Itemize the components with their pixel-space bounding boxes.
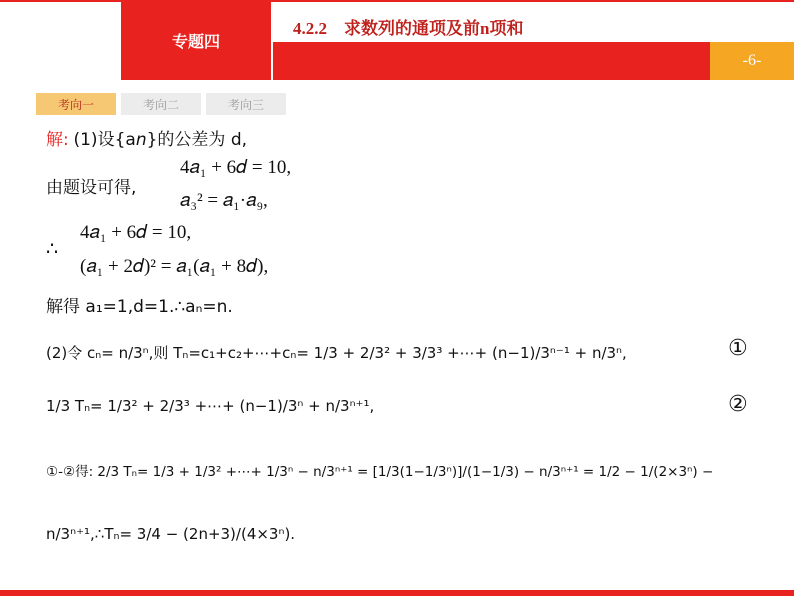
solution-label: 解: xyxy=(46,130,69,150)
marker-2: ② xyxy=(728,392,748,417)
part2-line: (2)令 cₙ= n/3ⁿ,则 Tₙ=c₁+c₂+⋯+cₙ= 1/3 + 2/3² + 3/3³ +⋯+ (n−1)/3ⁿ⁻¹ + n/3ⁿ, xyxy=(46,344,627,362)
tab-direction-1[interactable]: 考向一 xyxy=(36,93,116,115)
tab-direction-2[interactable]: 考向二 xyxy=(121,93,201,115)
section-title: 4.2.2 求数列的通项及前n项和 xyxy=(293,19,524,38)
equation-3: 4𝑎₁ + 6𝑑 = 10, xyxy=(80,222,192,243)
final-result: n/3ⁿ⁺¹,∴Tₙ= 3/4 − (2n+3)/(4×3ⁿ). xyxy=(46,525,296,543)
tab-direction-3[interactable]: 考向三 xyxy=(206,93,286,115)
given-intro: 由题设可得, xyxy=(46,178,137,198)
footer-line xyxy=(0,590,794,596)
therefore-symbol: ∴ xyxy=(46,239,59,260)
solved-result: 解得 a₁=1,d=1.∴aₙ=n. xyxy=(46,297,233,317)
equation-4: (𝑎₁ + 2𝑑)² = 𝑎₁(𝑎₁ + 8𝑑), xyxy=(80,256,269,277)
equation-1: 4𝑎₁ + 6𝑑 = 10, xyxy=(180,157,292,178)
solution-part1-line xyxy=(46,125,247,151)
part2-equation-2: 1/3 Tₙ= 1/3² + 2/3³ +⋯+ (n−1)/3ⁿ + n/3ⁿ⁺¹, xyxy=(46,397,375,415)
header-top-line xyxy=(0,0,794,2)
equation-2: 𝑎₃² = 𝑎₁·𝑎₉, xyxy=(180,190,268,211)
marker-1: ① xyxy=(728,336,748,361)
topic-tag: 专题四 xyxy=(121,0,271,80)
part1-text: (1)设{an}的公差为 d, xyxy=(73,130,248,150)
page-number: -6- xyxy=(710,42,794,80)
subtraction-line: ①-②得: 2/3 Tₙ= 1/3 + 1/3² +⋯+ 1/3ⁿ − n/3ⁿ⁺¹ = [1/3(1−1/3ⁿ)]/(1−1/3) − n/3ⁿ⁺¹ = 1/2 − 1/(2×3ⁿ) − xyxy=(46,464,714,480)
